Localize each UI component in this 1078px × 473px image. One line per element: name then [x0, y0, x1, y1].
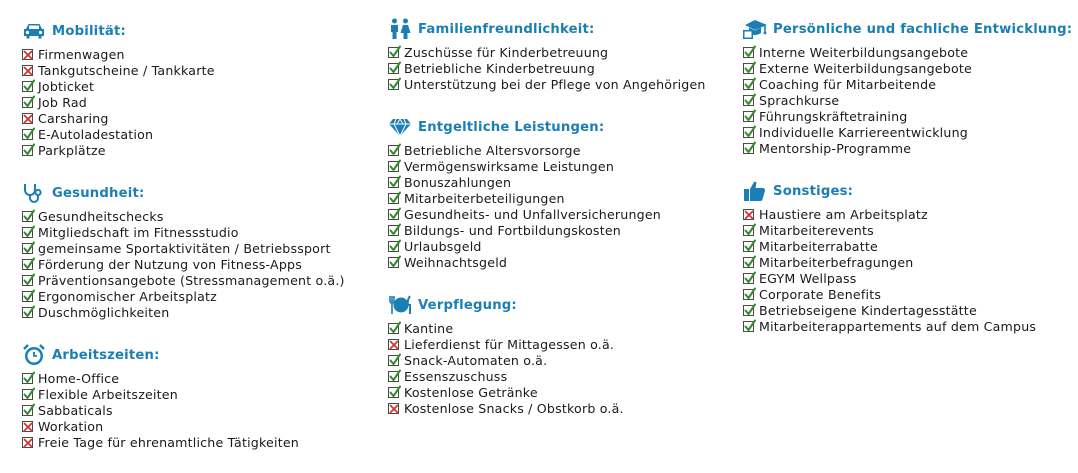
- benefit-label: Betriebliche Altersvorsorge: [404, 142, 581, 158]
- benefit-list: [22, 46, 345, 158]
- checkmark-icon: [22, 389, 33, 400]
- checkmark-icon: [743, 63, 754, 74]
- section-title: Sonstiges:: [773, 183, 854, 199]
- benefit-item: [22, 142, 345, 158]
- benefit-item: [22, 272, 345, 288]
- benefit-item: [388, 368, 706, 384]
- checkmark-icon: [22, 373, 33, 384]
- benefit-item: [743, 92, 1072, 108]
- checkmark-icon: [388, 241, 399, 252]
- benefit-item: [22, 304, 345, 320]
- cross-icon: [22, 421, 33, 432]
- benefit-label: Home-Office: [38, 370, 120, 386]
- section-header: [388, 112, 706, 142]
- checkmark-icon: [22, 307, 33, 318]
- checkmark-icon: [388, 145, 399, 156]
- benefit-item: [388, 174, 706, 190]
- benefit-label: E-Autoladestation: [38, 126, 154, 142]
- benefit-label: Haustiere am Arbeitsplatz: [759, 206, 928, 222]
- benefit-item: [388, 158, 706, 174]
- car-icon: [22, 19, 48, 43]
- checkmark-icon: [388, 161, 399, 172]
- checkmark-icon: [388, 209, 399, 220]
- benefit-label: Sabbaticals: [38, 402, 113, 418]
- section-entgeltliche-leistungen: [388, 112, 706, 270]
- section-header: [22, 340, 345, 370]
- section-title: Verpflegung:: [418, 297, 517, 313]
- checkmark-icon: [388, 323, 399, 334]
- checkmark-icon: [743, 305, 754, 316]
- cross-icon: [388, 339, 399, 350]
- benefit-label: Mitarbeiterappartements auf dem Campus: [759, 318, 1037, 334]
- section-header: [388, 290, 706, 320]
- benefit-item: [388, 336, 706, 352]
- benefit-item: [22, 62, 345, 78]
- benefit-label: Freie Tage für ehrenamtliche Tätigkeiten: [38, 434, 299, 450]
- benefit-label: Kostenlose Getränke: [404, 384, 538, 400]
- section-familienfreundlichkeit: [388, 14, 706, 92]
- benefit-item: [22, 288, 345, 304]
- checkmark-icon: [743, 273, 754, 284]
- benefit-label: Betriebliche Kinderbetreuung: [404, 60, 595, 76]
- checkmark-icon: [388, 257, 399, 268]
- benefit-label: Gesundheits- und Unfallversicherungen: [404, 206, 661, 222]
- benefit-item: [743, 108, 1072, 124]
- section-title: Mobilität:: [52, 23, 126, 39]
- benefit-list: [743, 44, 1072, 156]
- checkmark-icon: [22, 275, 33, 286]
- benefit-item: [743, 302, 1072, 318]
- checkmark-icon: [743, 321, 754, 332]
- section-verpflegung: [388, 290, 706, 416]
- benefit-item: [388, 142, 706, 158]
- cross-icon: [22, 65, 33, 76]
- benefit-label: Zuschüsse für Kinderbetreuung: [404, 44, 609, 60]
- benefit-label: Mitarbeiterbeteiligungen: [404, 190, 565, 206]
- checkmark-icon: [22, 211, 33, 222]
- benefit-label: Interne Weiterbildungsangebote: [759, 44, 969, 60]
- benefit-label: gemeinsame Sportaktivitäten / Betriebssport: [38, 240, 331, 256]
- benefit-item: [743, 238, 1072, 254]
- benefit-label: Weihnachtsgeld: [404, 254, 508, 270]
- benefit-item: [388, 352, 706, 368]
- benefit-item: [743, 270, 1072, 286]
- benefit-label: Präventionsangebote (Stressmanagement o.ä.): [38, 272, 345, 288]
- checkmark-icon: [22, 243, 33, 254]
- benefit-label: Coaching für Mitarbeitende: [759, 76, 937, 92]
- benefit-label: Flexible Arbeitszeiten: [38, 386, 178, 402]
- benefit-list: [22, 208, 345, 320]
- checkmark-icon: [743, 241, 754, 252]
- benefit-label: Carsharing: [38, 110, 109, 126]
- benefit-item: [388, 190, 706, 206]
- benefit-label: Duschmöglichkeiten: [38, 304, 170, 320]
- benefit-item: [388, 254, 706, 270]
- cross-icon: [743, 209, 754, 220]
- benefit-label: Parkplätze: [38, 142, 106, 158]
- benefit-item: [743, 60, 1072, 76]
- checkmark-icon: [388, 63, 399, 74]
- benefit-item: [743, 140, 1072, 156]
- benefit-item: [22, 386, 345, 402]
- cross-icon: [22, 113, 33, 124]
- benefit-label: Workation: [38, 418, 104, 434]
- benefit-label: Mitgliedschaft im Fitnessstudio: [38, 224, 239, 240]
- section-persoenliche-und-fachliche-entwicklung: [743, 14, 1072, 156]
- checkmark-icon: [743, 289, 754, 300]
- benefit-item: [22, 110, 345, 126]
- benefit-label: Sprachkurse: [759, 92, 840, 108]
- section-mobilitaet: [22, 16, 345, 158]
- section-arbeitszeiten: [22, 340, 345, 450]
- section-header: [22, 16, 345, 46]
- benefit-list: [388, 142, 706, 270]
- checkmark-icon: [22, 259, 33, 270]
- checkmark-icon: [743, 143, 754, 154]
- alarm-clock-icon: [22, 343, 48, 367]
- benefit-item: [388, 206, 706, 222]
- benefit-label: Mitarbeiterbefragungen: [759, 254, 914, 270]
- benefit-item: [22, 434, 345, 450]
- checkmark-icon: [22, 129, 33, 140]
- benefit-label: Job Rad: [38, 94, 88, 110]
- benefit-item: [388, 222, 706, 238]
- section-header: [743, 14, 1072, 44]
- checkmark-icon: [743, 257, 754, 268]
- benefit-label: Tankgutscheine / Tankkarte: [38, 62, 215, 78]
- section-title: Familienfreundlichkeit:: [418, 21, 595, 37]
- benefit-label: EGYM Wellpass: [759, 270, 857, 286]
- benefit-label: Firmenwagen: [38, 46, 125, 62]
- benefit-label: Mentorship-Programme: [759, 140, 912, 156]
- column-middle: [388, 14, 706, 436]
- family-icon: [388, 17, 414, 41]
- checkmark-icon: [22, 97, 33, 108]
- benefit-item: [388, 384, 706, 400]
- benefit-label: Unterstützung bei der Pflege von Angehörigen: [404, 76, 706, 92]
- benefit-item: [743, 254, 1072, 270]
- plate-cutlery-icon: [388, 293, 414, 317]
- benefit-label: Bildungs- und Fortbildungskosten: [404, 222, 621, 238]
- benefit-label: Corporate Benefits: [759, 286, 882, 302]
- checkmark-icon: [388, 387, 399, 398]
- diamond-icon: [388, 115, 414, 139]
- checkmark-icon: [743, 225, 754, 236]
- benefit-item: [388, 44, 706, 60]
- benefit-label: Urlaubsgeld: [404, 238, 482, 254]
- benefit-item: [743, 206, 1072, 222]
- section-header: [388, 14, 706, 44]
- benefit-item: [22, 126, 345, 142]
- checkmark-icon: [388, 79, 399, 90]
- section-title: Arbeitszeiten:: [52, 347, 160, 363]
- benefit-label: Bonuszahlungen: [404, 174, 512, 190]
- checkmark-icon: [388, 177, 399, 188]
- section-gesundheit: [22, 178, 345, 320]
- cross-icon: [22, 49, 33, 60]
- section-title: Entgeltliche Leistungen:: [418, 119, 605, 135]
- column-right: [743, 14, 1072, 354]
- checkmark-icon: [743, 79, 754, 90]
- benefit-item: [388, 60, 706, 76]
- benefit-item: [388, 238, 706, 254]
- benefit-item: [22, 78, 345, 94]
- benefit-item: [22, 94, 345, 110]
- benefit-item: [22, 370, 345, 386]
- benefit-item: [22, 224, 345, 240]
- benefit-item: [22, 256, 345, 272]
- benefit-label: Kantine: [404, 320, 454, 336]
- benefit-list: [388, 44, 706, 92]
- benefit-label: Förderung der Nutzung von Fitness-Apps: [38, 256, 302, 272]
- section-header: [743, 176, 1072, 206]
- benefit-item: [22, 46, 345, 62]
- thumbs-up-icon: [743, 179, 769, 203]
- benefit-list: [22, 370, 345, 450]
- benefit-label: Gesundheitschecks: [38, 208, 164, 224]
- benefit-item: [22, 418, 345, 434]
- benefit-label: Mitarbeiterrabatte: [759, 238, 878, 254]
- section-title: Persönliche und fachliche Entwicklung:: [773, 21, 1073, 37]
- benefit-item: [388, 320, 706, 336]
- section-title: Gesundheit:: [52, 185, 145, 201]
- graduation-cap-icon: [743, 17, 769, 41]
- section-sonstiges: [743, 176, 1072, 334]
- benefit-item: [743, 286, 1072, 302]
- column-left: [22, 16, 345, 470]
- checkmark-icon: [743, 127, 754, 138]
- checkmark-icon: [22, 81, 33, 92]
- benefit-item: [388, 76, 706, 92]
- checkmark-icon: [22, 405, 33, 416]
- checkmark-icon: [22, 145, 33, 156]
- benefit-label: Externe Weiterbildungsangebote: [759, 60, 972, 76]
- benefit-item: [22, 240, 345, 256]
- benefit-item: [388, 400, 706, 416]
- checkmark-icon: [22, 291, 33, 302]
- benefit-label: Betriebseigene Kindertagesstätte: [759, 302, 977, 318]
- benefit-item: [743, 222, 1072, 238]
- benefit-label: Ergonomischer Arbeitsplatz: [38, 288, 217, 304]
- benefit-label: Lieferdienst für Mittagessen o.ä.: [404, 336, 615, 352]
- checkmark-icon: [22, 227, 33, 238]
- benefit-list: [388, 320, 706, 416]
- benefit-label: Snack-Automaten o.ä.: [404, 352, 548, 368]
- benefit-list: [743, 206, 1072, 334]
- benefit-label: Jobticket: [38, 78, 95, 94]
- section-header: [22, 178, 345, 208]
- benefit-label: Vermögenswirksame Leistungen: [404, 158, 614, 174]
- stethoscope-icon: [22, 181, 48, 205]
- benefit-label: Kostenlose Snacks / Obstkorb o.ä.: [404, 400, 624, 416]
- benefit-item: [743, 318, 1072, 334]
- benefit-item: [743, 44, 1072, 60]
- checkmark-icon: [743, 95, 754, 106]
- checkmark-icon: [388, 371, 399, 382]
- benefit-label: Essenszuschuss: [404, 368, 508, 384]
- checkmark-icon: [743, 47, 754, 58]
- checkmark-icon: [388, 355, 399, 366]
- benefit-item: [22, 402, 345, 418]
- benefit-label: Mitarbeiterevents: [759, 222, 874, 238]
- benefit-item: [743, 76, 1072, 92]
- cross-icon: [388, 403, 399, 414]
- checkmark-icon: [388, 47, 399, 58]
- benefit-label: Führungskräftetraining: [759, 108, 908, 124]
- checkmark-icon: [388, 225, 399, 236]
- benefit-item: [22, 208, 345, 224]
- benefit-label: Individuelle Karriereentwicklung: [759, 124, 968, 140]
- checkmark-icon: [743, 111, 754, 122]
- cross-icon: [22, 437, 33, 448]
- benefit-item: [743, 124, 1072, 140]
- checkmark-icon: [388, 193, 399, 204]
